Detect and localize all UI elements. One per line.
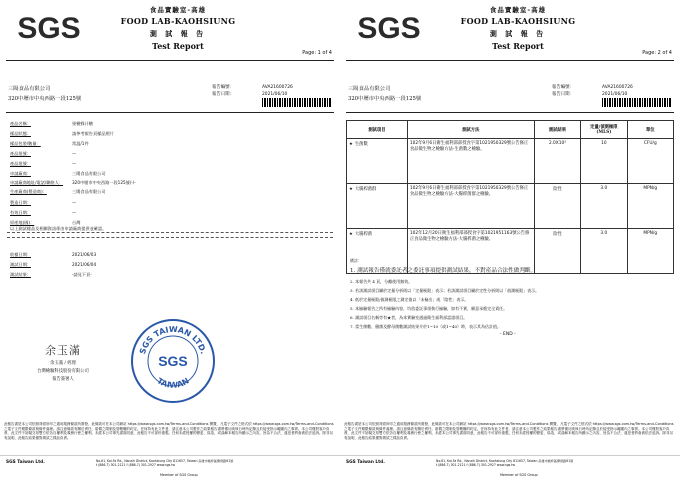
- report-number: [212, 84, 293, 90]
- col-header-result: 測試結果: [534, 121, 580, 139]
- accredited-mark: ★: [349, 187, 353, 192]
- footer-member: Member of SGS Group: [500, 473, 538, 477]
- remark-line: 4. 低於定量極限/偵測極限之測定值以「未檢出」或「陰性」表示。: [350, 297, 469, 302]
- lab-header: [108, 5, 248, 51]
- remark-line: 5. 本檢驗報告之所有檢驗內容，均依委託事項執行檢驗，如有不實，願意承擔完全責任。: [350, 306, 508, 311]
- field-label: 測試結果：: [10, 272, 31, 277]
- signer-org: 台灣檢驗科技股份有限公司: [37, 369, 89, 374]
- field-label: 樣品包裝/數量：: [10, 141, 41, 146]
- field-value: —: [72, 151, 77, 156]
- footer-bar: [340, 455, 680, 481]
- test-result-row: [10, 272, 92, 278]
- col-header-limit: 定量/偵測極限(MLS): [581, 121, 627, 139]
- svg-text:SGS: SGS: [357, 12, 421, 45]
- remark-line: 6. 測試項目名稱旁有★者，為本實驗室通過衛生福利部認證項目。: [350, 315, 468, 320]
- sgs-logo: [350, 7, 428, 47]
- result-cell: 2.0X10²: [534, 139, 580, 184]
- dashed-divider: [7, 232, 333, 233]
- limit-cell: 10: [581, 139, 627, 184]
- table-row: [347, 139, 674, 184]
- lab-name-en: FOOD LAB-KAOHSIUNG: [460, 16, 576, 26]
- report-date: [212, 91, 287, 97]
- signature-block: [18, 342, 108, 382]
- field-value: 2021/06/03: [72, 252, 97, 257]
- sgs-seal: [130, 318, 216, 404]
- field-value: 台灣: [72, 220, 81, 225]
- remark-line: 2. 本報告共 4 頁，分離使用無效。: [350, 279, 413, 284]
- dashed-divider: [7, 237, 333, 238]
- unit-cell: MPN/g: [627, 184, 673, 229]
- table-header-row: [347, 121, 674, 139]
- report-title-zh: 測 試 報 告: [489, 29, 547, 38]
- signer-title: 余玉滿 / 經理: [50, 361, 76, 366]
- svg-text:SGS: SGS: [158, 353, 188, 369]
- field-value: 果樹蜂汁糖: [72, 121, 93, 126]
- signer-role: 報告簽署人: [52, 377, 74, 382]
- field-value: 320中壢市中央西路一段125號/-/-: [72, 180, 136, 185]
- field-value: -請見下頁-: [72, 272, 92, 277]
- col-header-method: 測試方法: [407, 121, 534, 139]
- field-value: 常溫/1件: [72, 141, 89, 146]
- footer-address-line: No.61, Kai-Fa Rd., Nanzih District, Kaohsiung City 811657, Taiwan 高雄市楠梓區開發路61號: [96, 459, 234, 463]
- field-label: 樣品狀態：: [10, 131, 31, 136]
- lab-header: [448, 5, 588, 51]
- unit-cell: CFU/g: [627, 139, 673, 184]
- page-number: Page: 1 of 4: [302, 50, 332, 56]
- item-cell: [347, 139, 408, 184]
- field-row: [10, 151, 76, 157]
- field-row: [10, 161, 76, 167]
- report-number-value: AVA21600726: [262, 85, 293, 90]
- field-value: 三陽食品有限公司: [72, 171, 106, 176]
- svg-text:TAIWAN: TAIWAN: [155, 376, 191, 390]
- field-value: —: [72, 210, 77, 215]
- remark-line: 1. 測試報告僅就委託者之委託事項提供測試結果，不對產品合法性做判斷。: [350, 268, 537, 274]
- item-name: 大腸桿菌群: [354, 187, 377, 192]
- footer-company: SGS Taiwan Ltd.: [346, 460, 385, 465]
- receive-date-row: [10, 252, 96, 258]
- method-cell: 102年9月6日衛生福利部部授食字第1021950329號公告修正食品微生物之檢驗方法-大腸桿菌群之檢驗。: [407, 184, 534, 229]
- limit-cell: 3.0: [581, 184, 627, 229]
- method-cell: 102年9月6日衛生福利部部授食字第1021950329號公告修正食品微生物之檢驗方法-生菌數之檢驗。: [407, 139, 534, 184]
- accredited-mark: ★: [349, 232, 353, 237]
- footer-address: [436, 459, 666, 467]
- accredited-mark: ★: [349, 142, 353, 147]
- footer-member: Member of SGS Group: [160, 473, 198, 477]
- col-header-item: 測試項目: [347, 121, 408, 139]
- field-label: 申請廠商地址/電話/聯絡人：: [10, 180, 64, 185]
- lab-name-en: FOOD LAB-KAOHSIUNG: [120, 16, 236, 26]
- field-row: [10, 131, 114, 137]
- report-title-zh: 測 試 報 告: [149, 29, 207, 38]
- report-title-en: Test Report: [492, 41, 544, 51]
- svg-text:SGS TAIWAN LTD.: SGS TAIWAN LTD.: [137, 324, 209, 356]
- footer-company: SGS Taiwan Ltd.: [6, 460, 45, 465]
- signature: 余玉滿: [45, 344, 81, 357]
- report-title-en: Test Report: [152, 41, 204, 51]
- report-number: [552, 84, 633, 90]
- sgs-logo: [10, 7, 88, 47]
- field-row: [10, 141, 89, 147]
- field-row: [10, 200, 76, 206]
- barcode: [262, 98, 332, 107]
- method-cell: 102年12月20日衛生福利部部授食字第1021951163號公告修正食品微生物之檢驗方法-大腸桿菌之檢驗。: [407, 229, 534, 274]
- terms-text: 此報告書是本公司依照背面所印之通用服務條款所簽發，此條款可在本公司網站 https://www.sgs.com.tw/Terms-and-Conditions 閱覽，凡電子文件之格式依 https://www.sgs.com.tw/Terms-and-Conditions 之電子文件期限條款與條件處理。請注意條款有關於責任、賠償之限制及管轄權的約定。任何持有此文件者，請注意本公司製作之結果報告書將僅反映執行時所記錄且於接受指示範圍內之事實。本公司僅對客戶負責，此文件不妨礙交易雙方依各自權利及義務行使之權利。未經本公司事先書面同意，此報告不可部份複製。任何未經授權的變更、偽造、或曲解本報告所顯示之內容，皆為不合法，違犯者將會被依法追訴。除非另有說明，此報告結果僅對測試之樣品負責。: [4, 422, 334, 440]
- field-value: 三陽食品有限公司: [72, 189, 106, 194]
- client-address: 320中壢市中央西路一段125號: [348, 96, 422, 102]
- remark-line: 7. 當生菌數、黴菌及酵母菌數測試結果介於1~10（或1~40）時，表示其為估計值。: [350, 324, 502, 329]
- remarks-title: 備註：: [350, 258, 362, 263]
- field-row: [10, 180, 136, 186]
- footer-address-line: No.61, Kai-Fa Rd., Nanzih District, Kaohsiung City 811657, Taiwan 高雄市楠梓區開發路61號: [436, 459, 574, 463]
- field-row: [10, 121, 93, 127]
- page-number: Page: 2 of 4: [642, 50, 672, 56]
- divider: [6, 112, 334, 113]
- field-label: 收樣日期：: [10, 252, 31, 257]
- report-page-2: [340, 0, 680, 481]
- result-cell: 陰性: [534, 184, 580, 229]
- report-number-value: AVA21600726: [602, 85, 633, 90]
- item-cell: [347, 184, 408, 229]
- footer-bar: [0, 455, 340, 481]
- divider: [346, 112, 674, 113]
- unit-cell: MPN/g: [627, 229, 673, 274]
- field-value: —: [72, 161, 77, 166]
- field-label: 有效日期：: [10, 210, 31, 215]
- result-cell: 陰性: [534, 229, 580, 274]
- client-company: 三陽食品有限公司: [348, 86, 391, 92]
- end-marker: - END -: [500, 332, 516, 337]
- footer-phone-line: t (886-7) 301-2121 f (886-7) 301-2927 www.sgs.tw: [436, 463, 516, 467]
- field-row: [10, 210, 76, 216]
- client-address: 320中壢市中央西路一段125號: [8, 96, 82, 102]
- field-label: 產品批號：: [10, 161, 31, 166]
- remark-line: 3. 若該測試項目屬於定量分析則以「定量極限」表示；若該測試項目屬於定性分析則以「偵測極限」表示。: [350, 288, 540, 293]
- report-date-label: 報告日期：: [212, 92, 234, 97]
- report-date-label: 報告日期：: [552, 92, 574, 97]
- field-label: 產品批號：: [10, 151, 31, 156]
- report-date-value: 2021/06/10: [262, 92, 288, 97]
- footer-address: [96, 459, 326, 467]
- field-label: 產品名稱：: [10, 121, 31, 126]
- field-label: 測試日期：: [10, 262, 31, 267]
- field-label: 生產廠商(製造商)：: [10, 189, 47, 194]
- report-number-label: 報告編號：: [552, 85, 574, 90]
- barcode: [602, 98, 672, 107]
- lab-name-zh: 食品實驗室-高雄: [489, 6, 547, 14]
- divider: [346, 60, 674, 61]
- footer-phone-line: t (886-7) 301-2121 f (886-7) 301-2927 www.sgs.tw: [96, 463, 176, 467]
- sample-note: 以上測試樣品及相關資訊係由申請廠商提供並確認。: [10, 226, 107, 231]
- col-header-unit: 單位: [627, 121, 673, 139]
- field-label: 申請廠商：: [10, 171, 31, 176]
- lab-name-zh: 食品實驗室-高雄: [149, 6, 207, 14]
- field-value: 2021/06/04: [72, 262, 97, 267]
- report-date-value: 2021/06/10: [602, 92, 628, 97]
- field-value: 請參考報告頁樣品照片: [72, 131, 114, 136]
- item-name: 生菌數: [354, 142, 368, 147]
- test-date-row: [10, 262, 96, 268]
- report-date: [552, 91, 627, 97]
- table-row: [347, 184, 674, 229]
- terms-text: 此報告書是本公司依照背面所印之通用服務條款所簽發，此條款可在本公司網站 https://www.sgs.com.tw/Terms-and-Conditions 閱覽，凡電子文件之格式依 https://www.sgs.com.tw/Terms-and-Conditions 之電子文件期限條款與條件處理。請注意條款有關於責任、賠償之限制及管轄權的約定。任何持有此文件者，請注意本公司製作之結果報告書將僅反映執行時所記錄且於接受指示範圍內之事實。本公司僅對客戶負責，此文件不妨礙交易雙方依各自權利及義務行使之權利。未經本公司事先書面同意，此報告不可部份複製。任何未經授權的變更、偽造、或曲解本報告所顯示之內容，皆為不合法，違犯者將會被依法追訴。除非另有說明，此報告結果僅對測試之樣品負責。: [344, 422, 674, 440]
- divider: [6, 60, 334, 61]
- item-name: 大腸桿菌: [354, 232, 373, 237]
- field-label: 製造日期：: [10, 200, 31, 205]
- field-row: [10, 189, 106, 195]
- report-number-label: 報告編號：: [212, 85, 234, 90]
- svg-text:SGS: SGS: [17, 12, 81, 45]
- results-table: [346, 120, 674, 274]
- field-row: [10, 171, 106, 177]
- field-label: 原產地(國)：: [10, 220, 35, 225]
- client-company: 三陽食品有限公司: [8, 86, 51, 92]
- field-value: —: [72, 200, 77, 205]
- limit-cell: 3.0: [581, 229, 627, 274]
